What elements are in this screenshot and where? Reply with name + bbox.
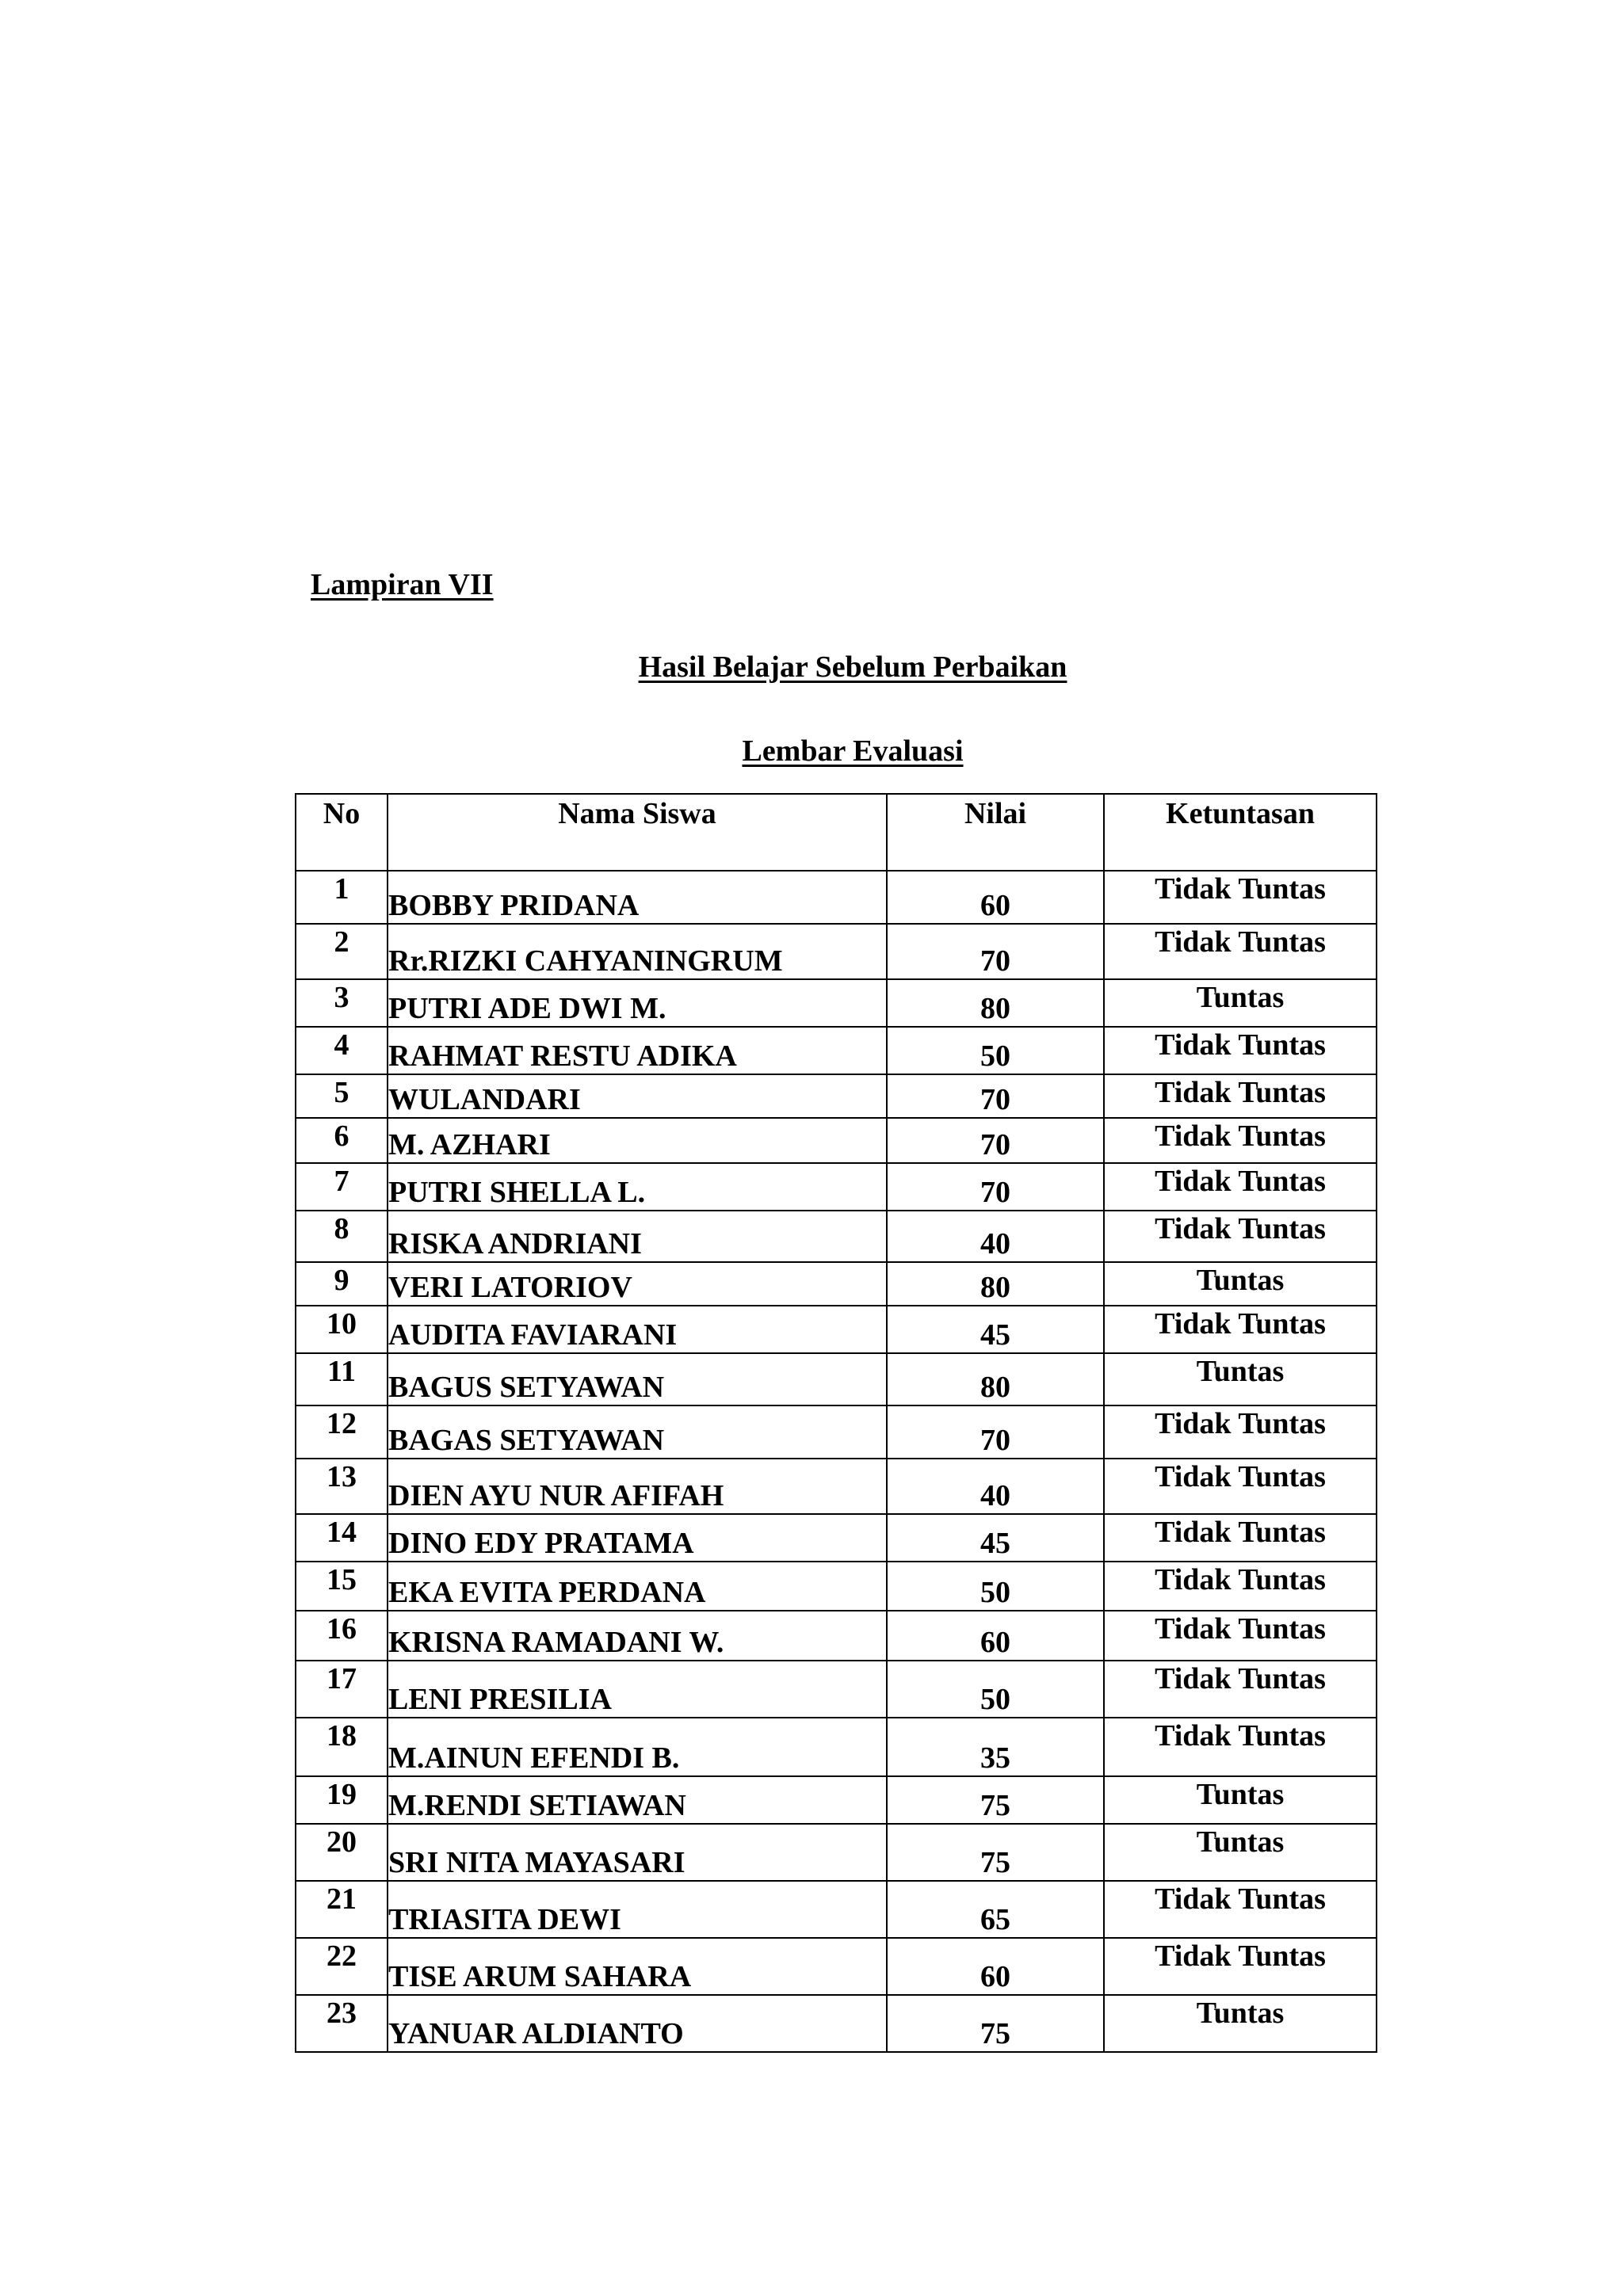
student-name: WULANDARI xyxy=(388,1074,887,1118)
table-row xyxy=(296,1118,1377,1163)
score-value: 40 xyxy=(887,1211,1104,1262)
table-row xyxy=(296,1459,1377,1514)
student-name: KRISNA RAMADANI W. xyxy=(388,1611,887,1661)
student-name: RISKA ANDRIANI xyxy=(388,1211,887,1262)
row-number: 1 xyxy=(296,871,388,924)
completion-status: Tidak Tuntas xyxy=(1104,1118,1377,1163)
row-number: 6 xyxy=(296,1118,388,1163)
table-row xyxy=(296,1995,1377,2052)
score-value: 70 xyxy=(887,924,1104,979)
student-name: PUTRI ADE DWI M. xyxy=(388,979,887,1027)
score-value: 40 xyxy=(887,1459,1104,1514)
table-row xyxy=(296,1514,1377,1562)
table-row xyxy=(296,1353,1377,1405)
score-value: 45 xyxy=(887,1306,1104,1353)
score-value: 35 xyxy=(887,1718,1104,1776)
table-header xyxy=(296,794,1377,871)
table-row xyxy=(296,871,1377,924)
completion-status: Tidak Tuntas xyxy=(1104,1211,1377,1262)
completion-status: Tidak Tuntas xyxy=(1104,1163,1377,1211)
student-name: M.AINUN EFENDI B. xyxy=(388,1718,887,1776)
table-row xyxy=(296,924,1377,979)
completion-status: Tidak Tuntas xyxy=(1104,1459,1377,1514)
student-name: M.RENDI SETIAWAN xyxy=(388,1776,887,1824)
table-row xyxy=(296,1938,1377,1995)
student-name: DIEN AYU NUR AFIFAH xyxy=(388,1459,887,1514)
student-name: AUDITA FAVIARANI xyxy=(388,1306,887,1353)
table-row xyxy=(296,979,1377,1027)
table-row xyxy=(296,1824,1377,1881)
row-number: 22 xyxy=(296,1938,388,1995)
table-row xyxy=(296,1776,1377,1824)
score-value: 45 xyxy=(887,1514,1104,1562)
student-name: SRI NITA MAYASARI xyxy=(388,1824,887,1881)
completion-status: Tidak Tuntas xyxy=(1104,1074,1377,1118)
completion-status: Tidak Tuntas xyxy=(1104,1661,1377,1718)
row-number: 21 xyxy=(296,1881,388,1938)
evaluation-table xyxy=(295,793,1377,2053)
student-name: RAHMAT RESTU ADIKA xyxy=(388,1027,887,1074)
row-number: 14 xyxy=(296,1514,388,1562)
completion-status: Tuntas xyxy=(1104,1995,1377,2052)
score-value: 60 xyxy=(887,1611,1104,1661)
student-name: TISE ARUM SAHARA xyxy=(388,1938,887,1995)
score-value: 70 xyxy=(887,1163,1104,1211)
student-name: VERI LATORIOV xyxy=(388,1262,887,1306)
completion-status: Tuntas xyxy=(1104,1353,1377,1405)
score-value: 75 xyxy=(887,1776,1104,1824)
header-score: Nilai xyxy=(887,794,1104,871)
score-value: 50 xyxy=(887,1562,1104,1611)
score-value: 70 xyxy=(887,1118,1104,1163)
completion-status: Tidak Tuntas xyxy=(1104,1306,1377,1353)
score-value: 80 xyxy=(887,1262,1104,1306)
student-name: TRIASITA DEWI xyxy=(388,1881,887,1938)
completion-status: Tidak Tuntas xyxy=(1104,1881,1377,1938)
score-value: 70 xyxy=(887,1074,1104,1118)
table-row xyxy=(296,1262,1377,1306)
score-value: 75 xyxy=(887,1824,1104,1881)
row-number: 12 xyxy=(296,1405,388,1459)
table-row xyxy=(296,1405,1377,1459)
row-number: 19 xyxy=(296,1776,388,1824)
row-number: 3 xyxy=(296,979,388,1027)
score-value: 80 xyxy=(887,979,1104,1027)
score-value: 65 xyxy=(887,1881,1104,1938)
score-value: 75 xyxy=(887,1995,1104,2052)
page-subtitle: Lembar Evaluasi xyxy=(742,734,964,768)
row-number: 13 xyxy=(296,1459,388,1514)
student-name: PUTRI SHELLA L. xyxy=(388,1163,887,1211)
table-row xyxy=(296,1074,1377,1118)
header-row xyxy=(296,794,1377,871)
header-status: Ketuntasan xyxy=(1104,794,1377,871)
row-number: 20 xyxy=(296,1824,388,1881)
header-no: No xyxy=(296,794,388,871)
completion-status: Tidak Tuntas xyxy=(1104,1562,1377,1611)
row-number: 4 xyxy=(296,1027,388,1074)
completion-status: Tuntas xyxy=(1104,1262,1377,1306)
completion-status: Tidak Tuntas xyxy=(1104,1027,1377,1074)
table-row xyxy=(296,1211,1377,1262)
table-row xyxy=(296,1661,1377,1718)
row-number: 18 xyxy=(296,1718,388,1776)
student-name: Rr.RIZKI CAHYANINGRUM xyxy=(388,924,887,979)
student-name: BAGAS SETYAWAN xyxy=(388,1405,887,1459)
row-number: 7 xyxy=(296,1163,388,1211)
row-number: 8 xyxy=(296,1211,388,1262)
table-row xyxy=(296,1718,1377,1776)
completion-status: Tuntas xyxy=(1104,979,1377,1027)
score-value: 60 xyxy=(887,871,1104,924)
row-number: 16 xyxy=(296,1611,388,1661)
row-number: 17 xyxy=(296,1661,388,1718)
row-number: 9 xyxy=(296,1262,388,1306)
table-row xyxy=(296,1306,1377,1353)
header-name: Nama Siswa xyxy=(388,794,887,871)
completion-status: Tidak Tuntas xyxy=(1104,1405,1377,1459)
row-number: 15 xyxy=(296,1562,388,1611)
row-number: 2 xyxy=(296,924,388,979)
table-body xyxy=(296,871,1377,2052)
completion-status: Tidak Tuntas xyxy=(1104,1718,1377,1776)
score-value: 80 xyxy=(887,1353,1104,1405)
page-title: Hasil Belajar Sebelum Perbaikan xyxy=(638,650,1067,684)
student-name: M. AZHARI xyxy=(388,1118,887,1163)
completion-status: Tuntas xyxy=(1104,1824,1377,1881)
student-name: BAGUS SETYAWAN xyxy=(388,1353,887,1405)
score-value: 70 xyxy=(887,1405,1104,1459)
completion-status: Tidak Tuntas xyxy=(1104,1938,1377,1995)
appendix-label: Lampiran VII xyxy=(311,568,494,601)
student-name: EKA EVITA PERDANA xyxy=(388,1562,887,1611)
completion-status: Tuntas xyxy=(1104,1776,1377,1824)
student-name: YANUAR ALDIANTO xyxy=(388,1995,887,2052)
row-number: 11 xyxy=(296,1353,388,1405)
completion-status: Tidak Tuntas xyxy=(1104,1514,1377,1562)
table-row xyxy=(296,1611,1377,1661)
score-value: 50 xyxy=(887,1661,1104,1718)
completion-status: Tidak Tuntas xyxy=(1104,924,1377,979)
score-value: 60 xyxy=(887,1938,1104,1995)
completion-status: Tidak Tuntas xyxy=(1104,1611,1377,1661)
completion-status: Tidak Tuntas xyxy=(1104,871,1377,924)
table-row xyxy=(296,1562,1377,1611)
score-value: 50 xyxy=(887,1027,1104,1074)
student-name: BOBBY PRIDANA xyxy=(388,871,887,924)
table-row xyxy=(296,1881,1377,1938)
table-row xyxy=(296,1163,1377,1211)
student-name: DINO EDY PRATAMA xyxy=(388,1514,887,1562)
student-name: LENI PRESILIA xyxy=(388,1661,887,1718)
row-number: 23 xyxy=(296,1995,388,2052)
table-row xyxy=(296,1027,1377,1074)
row-number: 5 xyxy=(296,1074,388,1118)
row-number: 10 xyxy=(296,1306,388,1353)
